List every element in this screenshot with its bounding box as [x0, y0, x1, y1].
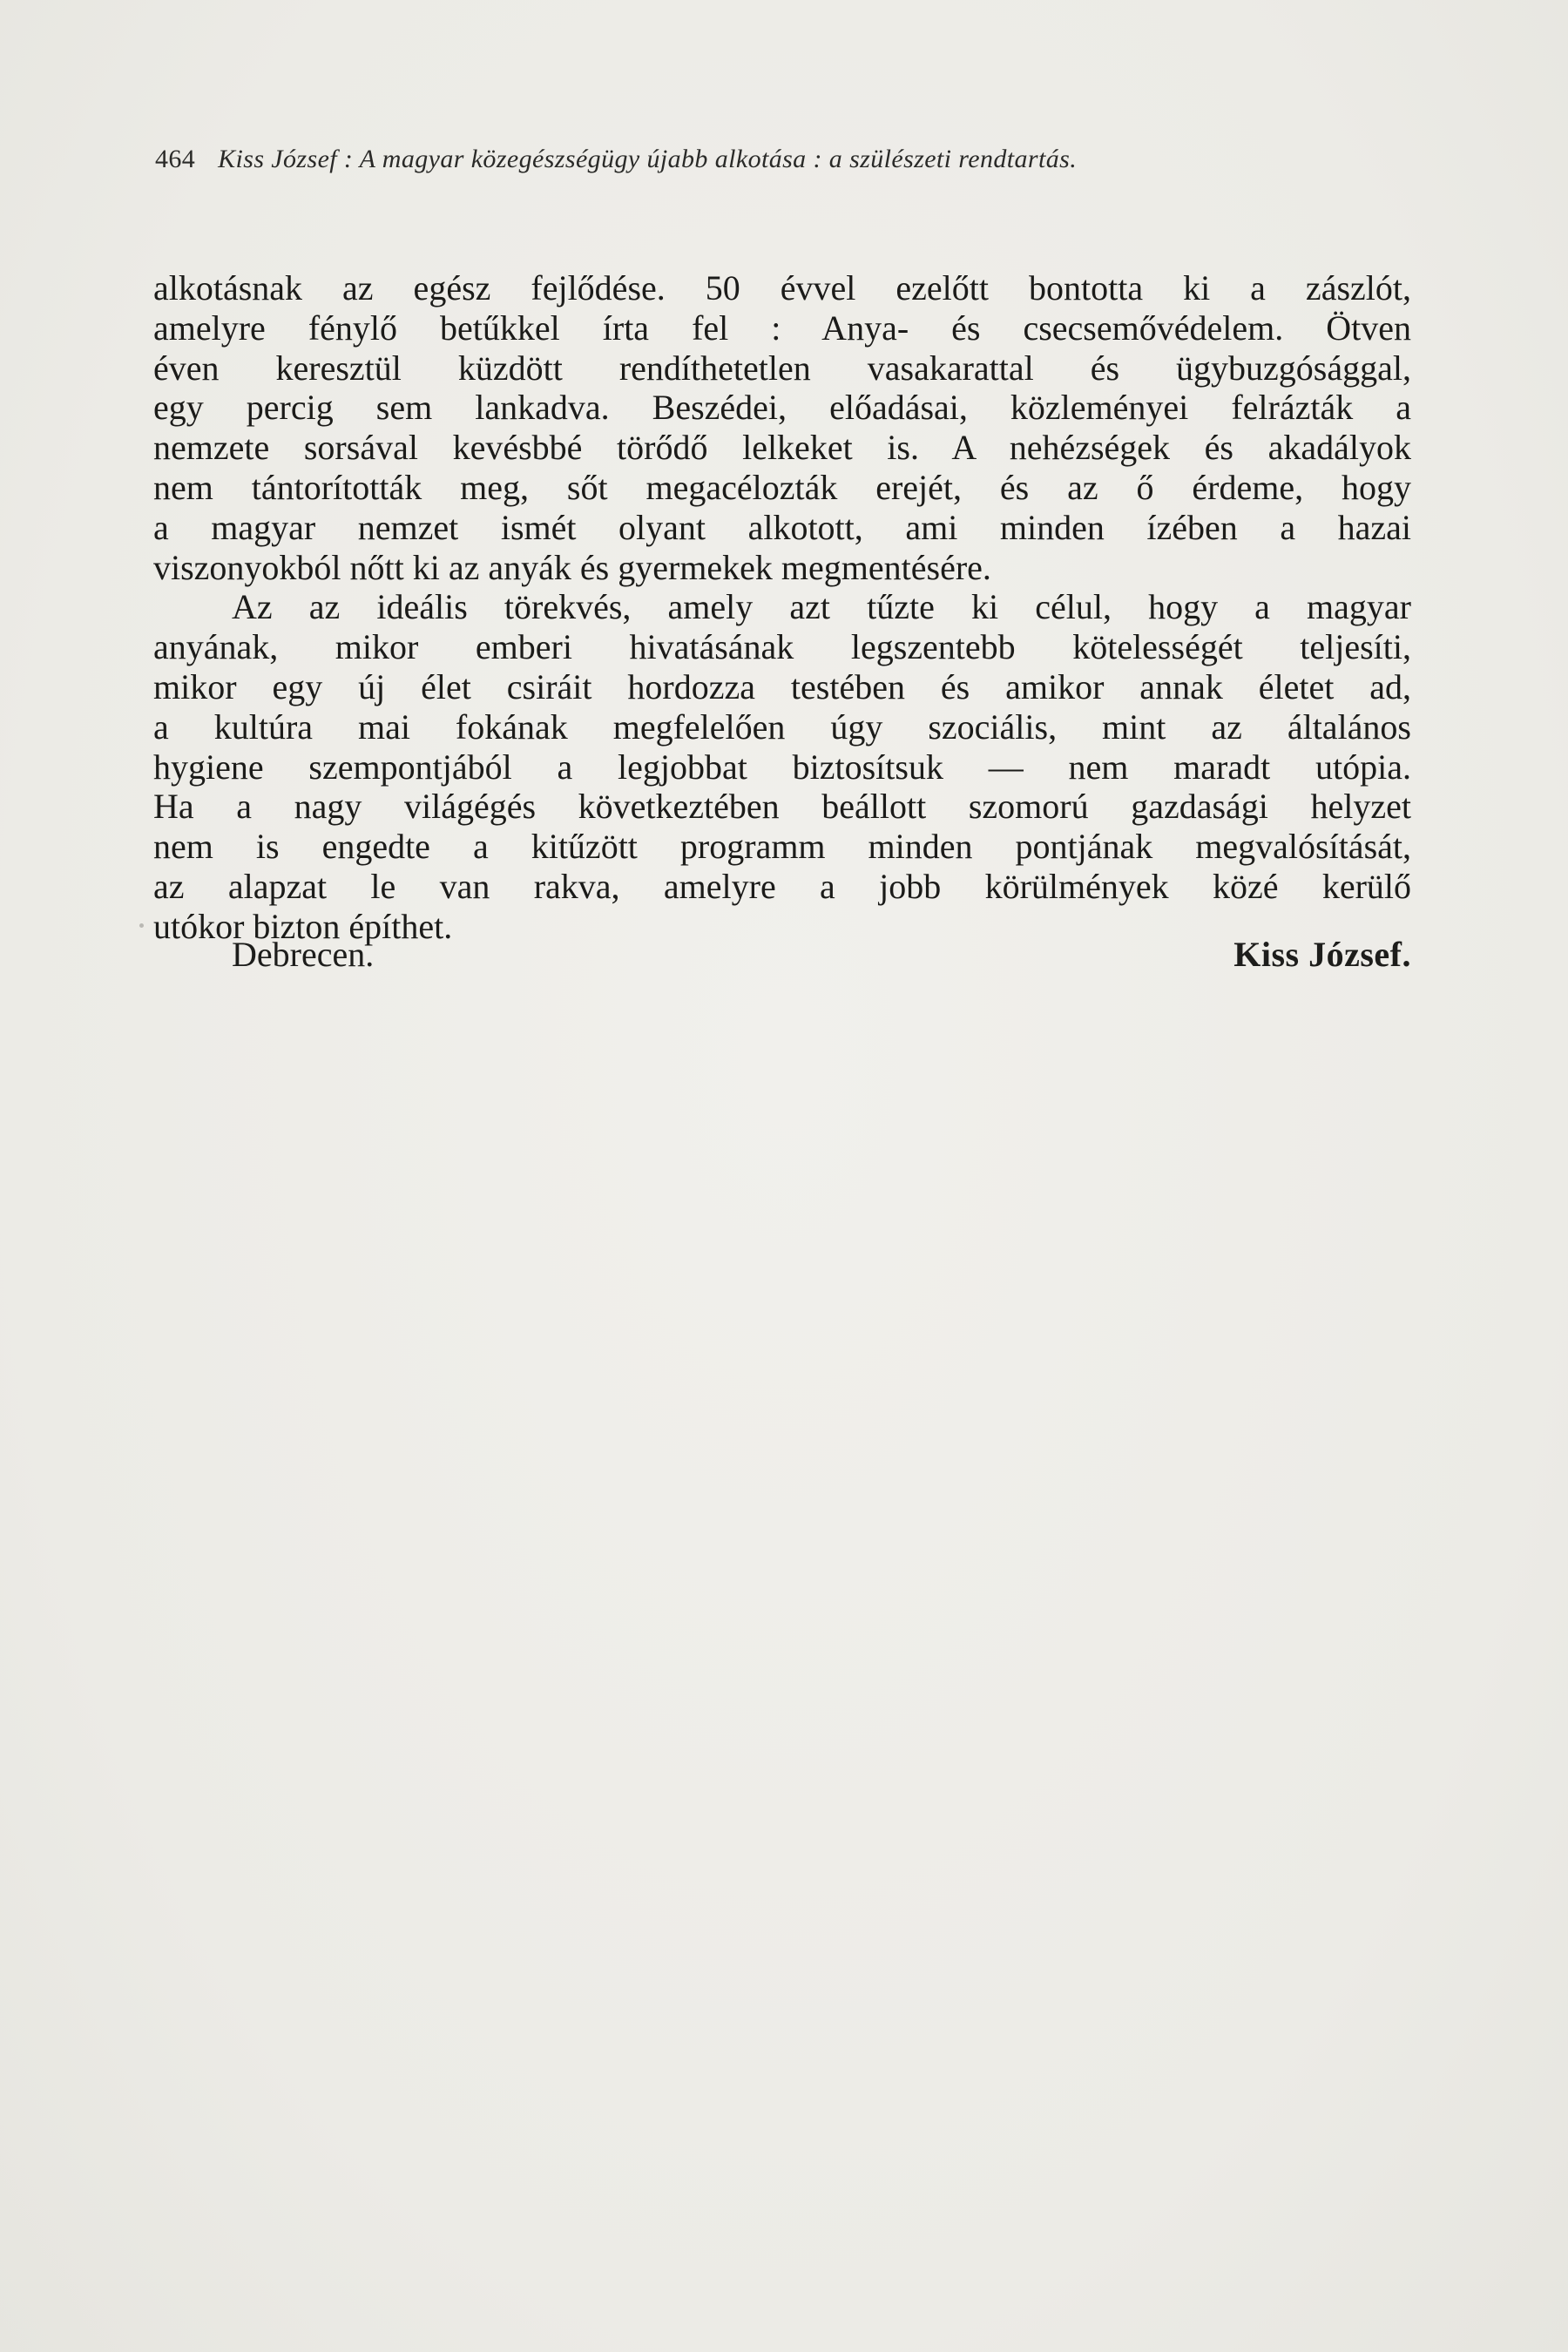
text-line: nemzete sorsával kevésbbé törődő lelkeket is. A nehézségek és akadályok — [153, 428, 1411, 468]
text-line: viszonyokból nőtt ki az anyák és gyermekek megmentésére. — [153, 547, 991, 587]
text-line: nem is engedte a kitűzött programm minden pontjának megvalósítását, — [153, 827, 1411, 867]
signature-row — [153, 934, 1411, 977]
text-line: a kultúra mai fokának megfelelően úgy szociális, mint az általános — [153, 706, 1411, 747]
text-line: amelyre fénylő betűkkel írta fel : Anya- és csecsemővédelem. Ötven — [153, 308, 1411, 348]
author-signature: Kiss József. — [1233, 935, 1411, 974]
paper-speck — [139, 923, 144, 928]
text-line: Ha a nagy világégés következtében beállott szomorú gazdasági helyzet — [153, 787, 1411, 827]
running-title: Kiss József : A magyar közegészségügy újabb alkotása : a szülészeti rendtartás. — [218, 145, 1078, 173]
text-line: nem tántorították meg, sőt megacélozták erejét, és az ő érdeme, hogy — [153, 467, 1411, 507]
article-body — [153, 268, 1411, 947]
text-line: hygiene szempontjából a legjobbat biztosítsuk — nem maradt utópia. — [153, 747, 1411, 787]
text-line: egy percig sem lankadva. Beszédei, előadásai, közleményei felrázták a — [153, 388, 1411, 428]
text-line: az alapzat le van rakva, amelyre a jobb körülmények közé kerülő — [153, 866, 1411, 906]
place-name: Debrecen. — [232, 935, 375, 974]
text-line: Az az ideális törekvés, amely azt tűzte ki célul, hogy a magyar — [232, 587, 1411, 627]
page-header — [155, 145, 1418, 174]
text-line: alkotásnak az egész fejlődése. 50 évvel ezelőtt bontotta ki a zászlót, — [153, 268, 1411, 308]
text-line: éven keresztül küzdött rendíthetetlen vasakarattal és ügybuzgósággal, — [153, 348, 1411, 388]
text-line: mikor egy új élet csiráit hordozza testében és amikor annak életet ad, — [153, 666, 1411, 706]
page-number: 464 — [155, 145, 196, 173]
text-line: anyának, mikor emberi hivatásának legszentebb kötelességét teljesíti, — [153, 627, 1411, 667]
text-line: a magyar nemzet ismét olyant alkotott, ami minden ízében a hazai — [153, 507, 1411, 547]
text-line: utókor bizton építhet. — [153, 906, 453, 946]
